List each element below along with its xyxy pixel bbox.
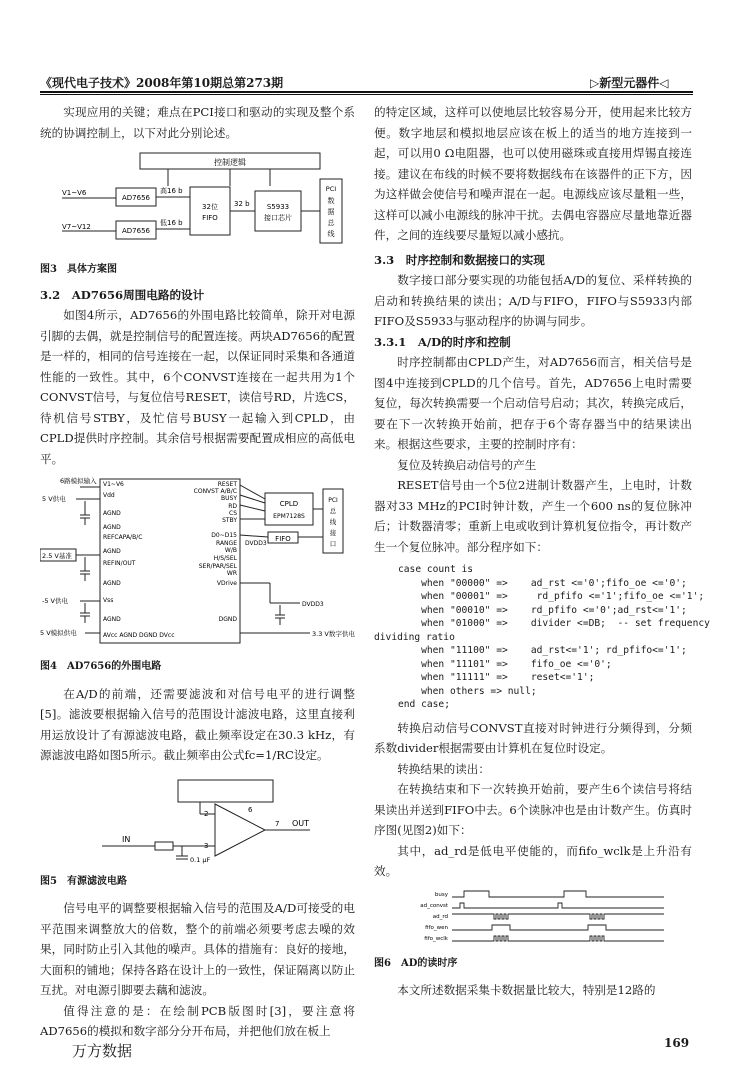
header-rule-thin xyxy=(40,94,693,95)
pin-right: SER/PAR/SEL xyxy=(198,563,237,570)
reset-paragraph: RESET信号由一个5位2进制计数器产生，上电时，计数器对33 MHz的PCI时钟计数，产生一个600 ns的复位脉冲后；计数器清零；重新上电或收到计算机复位指令，再计数产生一个复位脉冲。部分程序如下： xyxy=(374,478,692,554)
fifo-label-1: 32位 xyxy=(202,203,218,211)
pci-bus-label-2: 据 xyxy=(327,208,335,216)
input-label: IN xyxy=(122,834,131,844)
pin-right: CONVST A/B/C xyxy=(193,488,237,495)
filter-text: 在A/D的前端，还需要滤波和对信号电平的进行调整[5]。滤波要根据输入信号的范围设计滤波电路，这里直接利用运放设计了有源滤波电路，截止频率设定在30.3 kHz，有源滤波电路如图5所示。截止频率由公式 xyxy=(40,686,355,762)
right-column xyxy=(374,102,710,1001)
section-3-2-paragraph: 如图4所示，AD7656的外围电路比较简单，除开对电源引脚的去偶，就是控制信号的配置连接。两块AD7656的配置是一样的，相同的信号连接在一起，以保证同时采集和各通道性能的一致性。其中，6个CONVST连接在一起共用为1个CONVST信号，与复位信号RESET，读信号RD，片选CS，待机信号STBY，及忙信号BUSY一起输入到CPLD，由CPLD提供时序控制。其余信号根据需要配置成相应的高低电平。 xyxy=(40,308,355,466)
pin-7-label: 7 xyxy=(275,819,280,828)
readout-paragraph: 在转换结束和下一次转换开始前，要产生6个读信号将结果读出并送到FIFO中去。6个读脉冲也是由计数产生。仿真时序图(见图2)如下： xyxy=(374,782,692,837)
wave-fifo-wclk xyxy=(452,936,664,941)
pci-interface-label-3: 接 xyxy=(329,529,337,537)
code-line: when "11111" => reset<='1'; xyxy=(398,672,595,683)
figure-6-caption: 图6 AD的读时序 xyxy=(374,957,458,969)
waveforms xyxy=(452,891,664,941)
pci-bus-label-0: PCI xyxy=(325,185,337,193)
supply-5v-label: 5 V供电 xyxy=(42,495,66,503)
code-line: when "11100" => ad_rst<='1'; rd_pfifo<='1'; xyxy=(398,645,687,656)
s5933-box xyxy=(255,191,301,231)
feedback-loop xyxy=(178,780,273,802)
cutoff-formula: fc=1/RC设定。 xyxy=(244,748,329,762)
filter-paragraph xyxy=(40,684,355,766)
figure-4-caption: 图4 AD7656的外围电路 xyxy=(40,661,162,672)
signal-label: fifo_wen xyxy=(425,924,448,931)
wave-ad-rd xyxy=(452,914,664,919)
code-line: case count is xyxy=(398,564,474,575)
left-pins xyxy=(103,481,175,639)
pin-left: REFCAPA/B/C xyxy=(103,534,143,541)
active-filter-circuit xyxy=(100,770,320,870)
fifo-label-2: FIFO xyxy=(202,214,218,222)
supply-3v3-label: 3.3 V数字供电 xyxy=(312,630,355,638)
section-3-3-1-heading: 3.3.1 A/D的时序和控制 xyxy=(374,334,511,349)
last-paragraph: 本文所述数据采集卡数据量比较大，特别是12路的 xyxy=(397,983,656,997)
pci-bus-label-1: 数 xyxy=(327,197,335,205)
pin-right: VDrive xyxy=(216,580,237,587)
pci-interface-label-4: 口 xyxy=(329,540,337,548)
figure-3-caption: 图3 具体方案图 xyxy=(40,264,117,275)
code-line: dividing ratio xyxy=(374,631,455,643)
input-label-1: V1~V6 xyxy=(62,189,87,197)
cpld-part-label: EPM7128S xyxy=(273,513,305,520)
pin-left: AGND xyxy=(103,616,121,623)
right-pins xyxy=(194,481,238,623)
bus-label-32: 32 b xyxy=(234,200,250,208)
pin-right: WR xyxy=(226,570,237,577)
pin-left: AVcc AGND DGND DVcc xyxy=(103,632,175,639)
pin-6-label: 6 xyxy=(248,805,253,814)
section-3-3-1-paragraph: 时序控制都由CPLD产生，对AD7656而言，相关信号是图4中连接到CPLD的几个信号。首先，AD7656上电时需要复位，每次转换需要一个启动信号启动；其次，转换完成后，要在下一次转换开始前，把存于6个寄存器当中的结果读出来。根据这些要求，主要的控制时序有： xyxy=(374,355,692,451)
readout-subheading: 转换结果的读出： xyxy=(397,761,490,776)
figure-5 xyxy=(100,770,320,870)
left-column xyxy=(40,102,355,1042)
pin-left: AGND xyxy=(103,580,121,587)
ground-paragraph: 的特定区域，这样可以使地层比较容易分开，使用起来比较方便。数字地层和模拟地层应该在板上的适当的地方连接到一起，可以用0 Ω电阻器，也可以使用磁珠或直接用焊锡直接连接。建议在布线的时候不要将数据线布在该器件的正下方，因为这样做会使信号和噪声混在一起。电源线应该尽量粗一些，这样可以减小电源线的脉冲干扰。去偶电容器应尽量地靠近器件，之间的连线要尽量短以减小感抗。 xyxy=(374,105,692,242)
page-number: 169 xyxy=(664,1036,690,1050)
supply-neg5v-label: -5 V供电 xyxy=(42,597,68,605)
vhdl-code-block xyxy=(374,563,710,712)
resistor xyxy=(155,842,173,850)
section-3-2-heading: 3.2 AD7656周围电路的设计 xyxy=(40,287,205,302)
ad-rd-paragraph: 其中，ad_rd是低电平使能的，而fifo_wclk是上升沿有效。 xyxy=(374,843,692,878)
supply-5v-analog-label: 5 V模拟供电 xyxy=(40,629,77,637)
pin-right: RANGE xyxy=(216,540,237,547)
figure-4 xyxy=(40,475,355,653)
signal-labels xyxy=(420,892,449,942)
capacitor-label: 0.1 μF xyxy=(190,855,211,864)
pin-right: RD xyxy=(228,503,237,510)
fifo-box xyxy=(190,187,230,235)
pci-interface-label-0: PCI xyxy=(328,497,338,504)
section-3-3-heading: 3.3 时序控制和数据接口的实现 xyxy=(374,252,545,267)
section-3-3-paragraph: 数字接口部分要实现的功能包括A/D的复位、采样转换的启动和转换结果的读出；A/D与FIFO，FIFO与S5933内部FIFO及S5933与驱动程序的协调与同步。 xyxy=(374,273,692,328)
pin-left: AGND xyxy=(103,510,121,517)
pin-left: REFIN/OUT xyxy=(103,560,136,567)
pin-left: AGND xyxy=(103,548,121,555)
level-paragraph: 信号电平的调整要根据输入信号的范围及A/D可接受的电平范围来调整放大的倍数，整个的前端必须要考虑去噪的效果，同时防止引入其他的噪声。具体的措施有：良好的接地，大面积的铺地；保持各路在设计上的一致性，保证隔离以防止互扰。对电源引脚要去藕和滤波。 xyxy=(40,901,355,997)
block-diagram xyxy=(60,151,360,256)
code-line: when "11101" => fifo_oe <='0'; xyxy=(398,658,612,670)
signal-label: ad_rd xyxy=(432,913,448,920)
pin-right: BUSY xyxy=(221,495,237,502)
s5933-label-2: 接口芯片 xyxy=(264,214,292,222)
header-rule xyxy=(40,91,693,93)
figure-5-caption: 图5 有源滤波电路 xyxy=(40,875,127,887)
analog-inputs-label: 6路模拟输入 xyxy=(60,477,97,485)
pin-right: STBY xyxy=(222,517,237,524)
pin-right: H/S/SEL xyxy=(213,555,237,562)
dvdd3-label-1: DVDD3 xyxy=(245,540,267,547)
pin-right: D0~D15 xyxy=(211,532,237,539)
s5933-label-1: S5933 xyxy=(266,203,290,211)
signal-label: ad_convst xyxy=(420,902,448,909)
pin-2-label: 2 xyxy=(204,809,209,818)
code-line: when others => null; xyxy=(398,685,537,697)
signal-label: busy xyxy=(434,891,448,898)
control-logic-label: 控制逻辑 xyxy=(214,158,246,167)
reset-subheading: 复位及转换启动信号的产生 xyxy=(397,457,537,472)
pin-right: W/B xyxy=(224,547,237,554)
bus-label-high: 高16 b xyxy=(160,187,183,195)
figure-3 xyxy=(60,151,360,256)
pin-right: CS xyxy=(229,510,237,517)
wave-fifo-wen xyxy=(452,925,664,930)
bus-label-low: 低16 b xyxy=(160,219,183,227)
pin-left: V1~V6 xyxy=(103,481,124,488)
fifo-label-fig4: FIFO xyxy=(275,535,291,543)
watermark: 万方数据 xyxy=(72,1042,133,1060)
adc-label-1: AD7656 xyxy=(122,194,150,202)
pin-left: Vdd xyxy=(103,492,115,499)
output-label: OUT xyxy=(292,818,310,828)
pin-3-label: 3 xyxy=(204,841,209,850)
section-header: ▷新型元器件◁ xyxy=(590,76,669,90)
wave-busy xyxy=(452,891,664,897)
vref-label: 2.5 V基准 xyxy=(42,552,72,560)
pin-right: DGND xyxy=(218,616,237,623)
intro-paragraph: 实现应用的关键；难点在PCI接口和驱动的实现及整个系统的协调控制上，以下对此分别论述。 xyxy=(40,105,355,140)
pci-interface-label-2: 线 xyxy=(329,518,337,526)
code-line: when "00000" => ad_rst <='0';fifo_oe <='0'; xyxy=(398,577,687,589)
code-line: when "00010" => rd_pfifo <='0';ad_rst<='1'; xyxy=(398,604,687,616)
pci-bus-label-4: 线 xyxy=(327,230,335,238)
peripheral-circuit xyxy=(40,475,355,653)
pcb-paragraph: 值得注意的是：在绘制PCB版图时[3]，要注意将AD7656的模拟和数字部分分开布局，并把他们放在板上 xyxy=(40,1003,355,1038)
dvdd3-label-2: DVDD3 xyxy=(302,601,324,608)
read-timing-diagram xyxy=(394,888,674,950)
convst-paragraph: 转换启动信号CONVST直接对时钟进行分频得到，分频系数divider根据需要由计算机在复位时设定。 xyxy=(374,720,692,755)
pin-left: AGND xyxy=(103,524,121,531)
code-line: end case; xyxy=(398,699,450,710)
code-line: when "00001" => rd_pfifo <='1';fifo_oe <='1'; xyxy=(398,591,705,602)
pin-left: Vss xyxy=(103,597,114,604)
cpld-box xyxy=(265,493,313,525)
adc-label-2: AD7656 xyxy=(122,227,150,235)
pci-interface-label-1: 总 xyxy=(329,507,337,515)
code-line: when "01000" => divider <=DB; -- set frequency xyxy=(398,618,710,629)
signal-label: fifo_wclk xyxy=(424,935,448,942)
wave-convst xyxy=(452,903,664,908)
figure-6 xyxy=(394,888,674,950)
opamp-symbol xyxy=(215,804,265,856)
journal-header: 《现代电子技术》2008年第10期总第273期 xyxy=(40,76,284,90)
pci-bus-label-3: 总 xyxy=(327,219,335,227)
pin-right: RESET xyxy=(217,481,237,488)
cpld-label: CPLD xyxy=(279,500,299,508)
input-label-2: V7~V12 xyxy=(62,223,91,231)
